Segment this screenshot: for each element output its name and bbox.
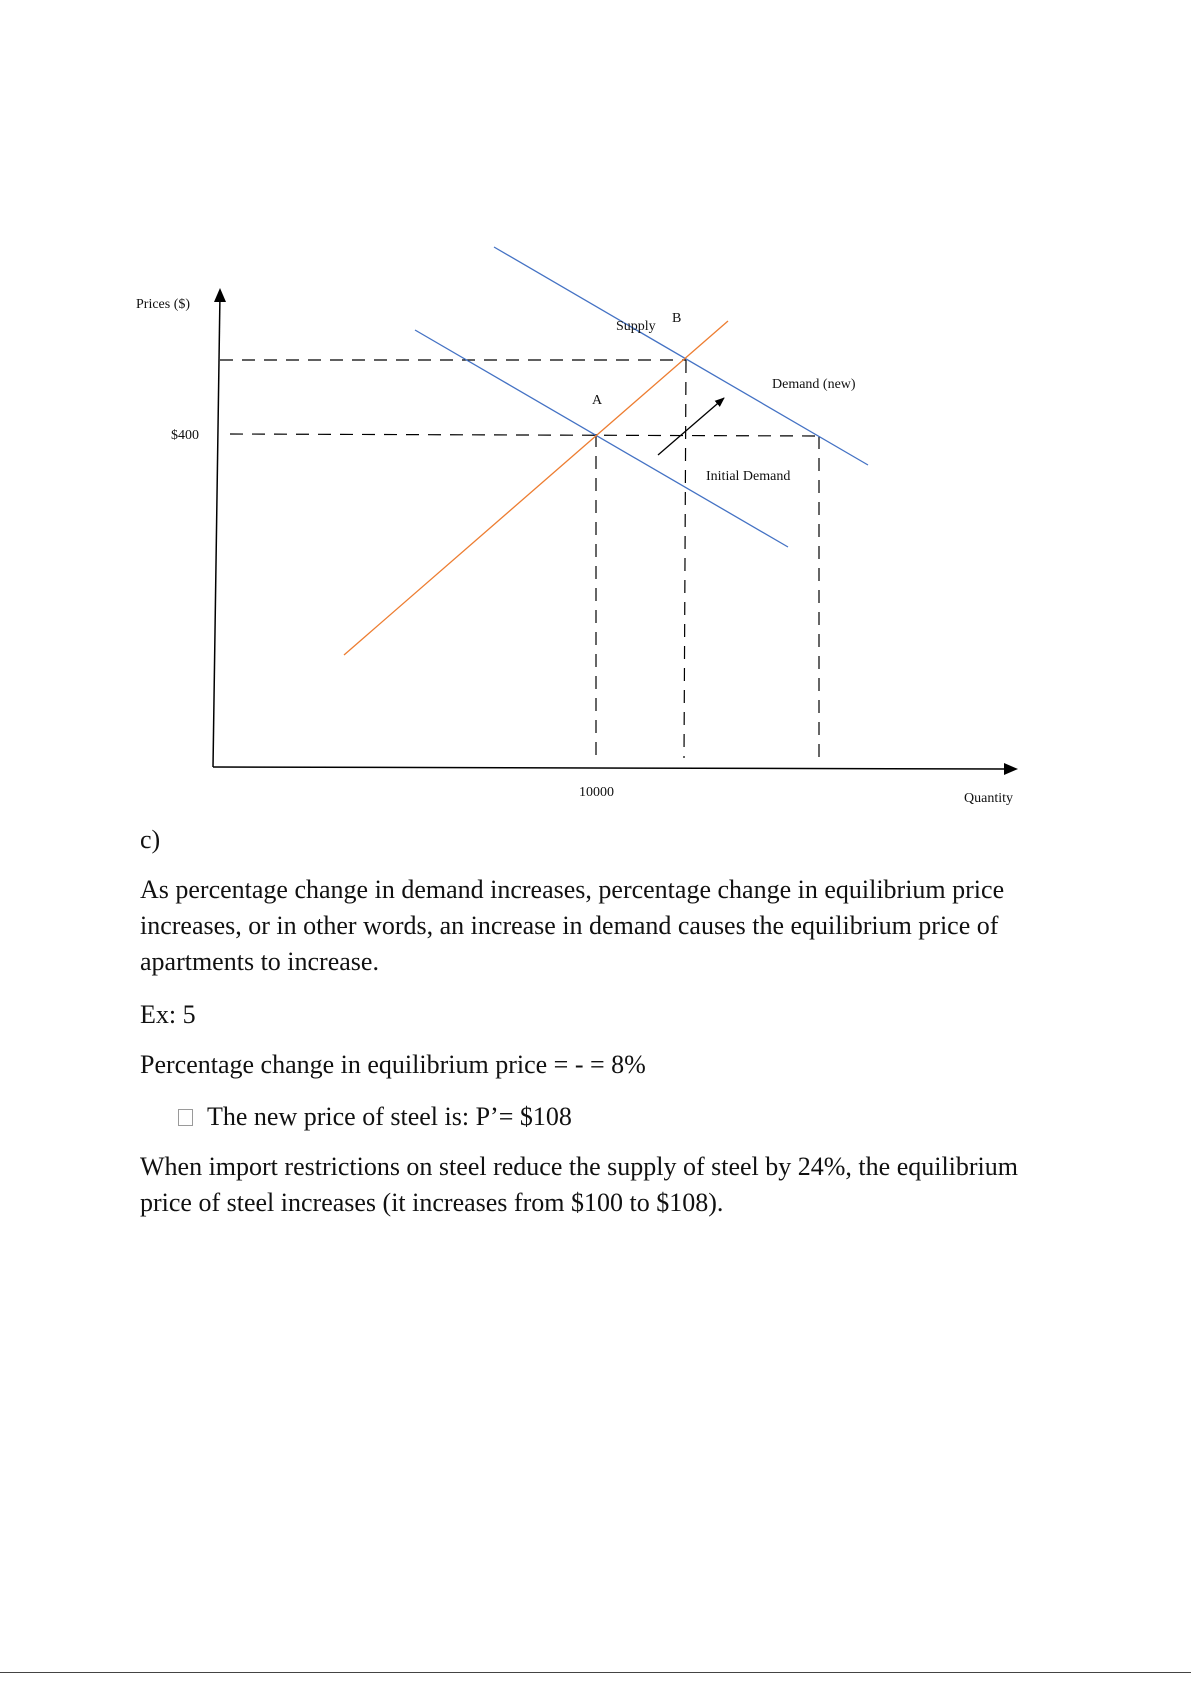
x-axis-arrow-icon [1004, 763, 1018, 775]
price-400-guide [230, 434, 819, 436]
y-axis [213, 293, 220, 767]
x-axis [213, 767, 1005, 769]
ex-label: Ex: 5 [140, 1000, 196, 1029]
y-axis-label: Prices ($) [136, 297, 191, 312]
demand-new-curve [494, 247, 868, 465]
initial-demand-label: Initial Demand [706, 469, 791, 484]
quantity-b-guide [684, 360, 686, 758]
bullet-text: The new price of steel is: P’= $108 [207, 1102, 572, 1131]
quantity-tick-label: 10000 [579, 785, 614, 800]
point-b-label: B [672, 311, 682, 326]
section-label: c) [140, 825, 161, 854]
demand-shift-arrow [658, 398, 724, 455]
point-a-label: A [592, 393, 603, 408]
footer-rule [0, 1672, 1191, 1673]
bullet-item [178, 1099, 1078, 1135]
bullet-box-icon [178, 1109, 193, 1126]
x-axis-label: Quantity [964, 791, 1013, 806]
supply-demand-diagram [0, 0, 1191, 820]
supply-label: Supply [616, 319, 656, 334]
paragraph-conclusion: When import restrictions on steel reduce the supply of steel by 24%, the equilibrium price of steel increases (it increases from $100 to $108). [140, 1152, 1019, 1217]
price-tick-label: $400 [171, 428, 199, 443]
equation-line: Percentage change in equilibrium price = - = 8% [140, 1050, 646, 1079]
paragraph-c: As percentage change in demand increases, percentage change in equilibrium price increases, or in other words, an increase in demand causes the equilibrium price of apartments to increase. [140, 875, 1005, 976]
supply-curve [344, 321, 728, 655]
demand-new-label: Demand (new) [772, 377, 856, 392]
y-axis-arrow-icon [214, 288, 226, 302]
initial-demand-curve [415, 330, 791, 547]
